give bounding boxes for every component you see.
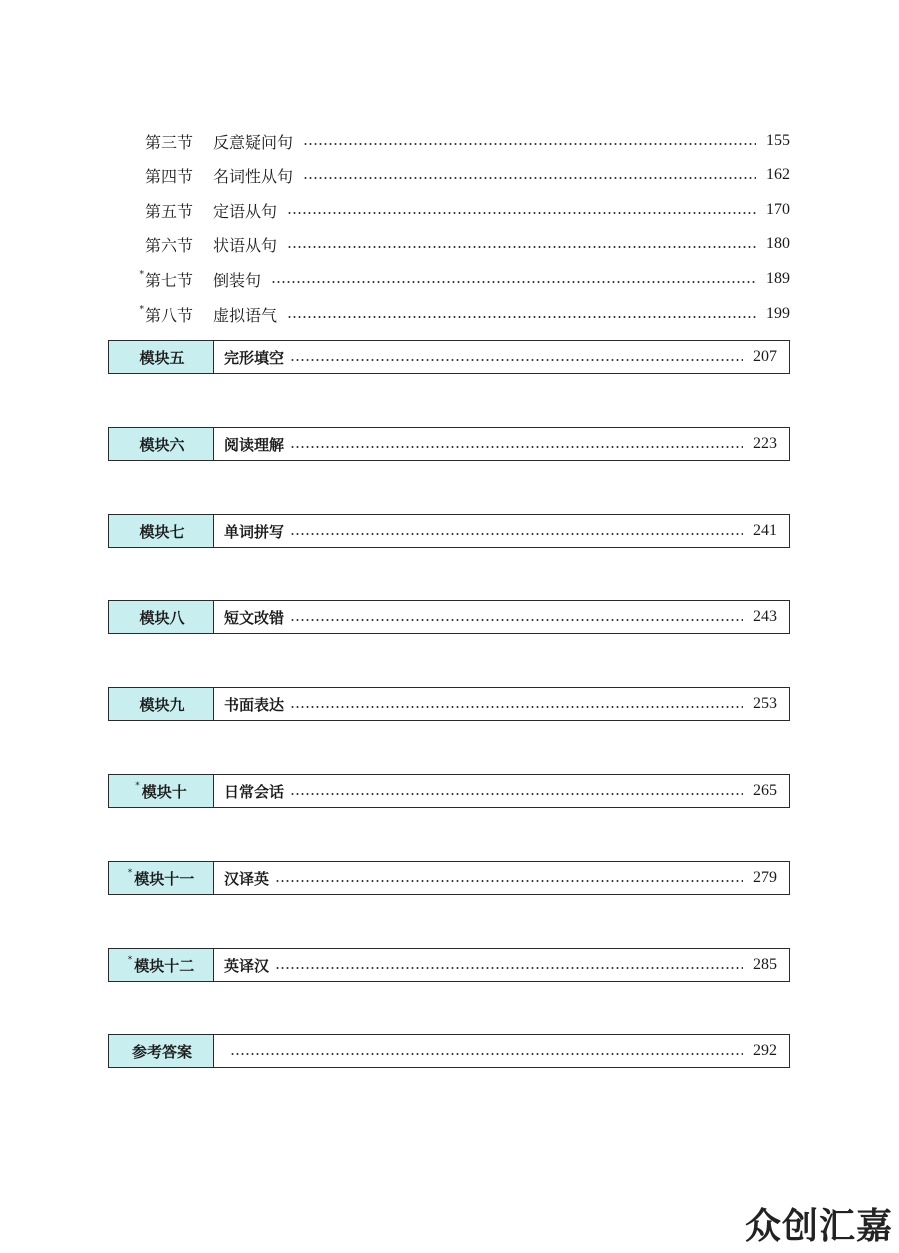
module-title: 书面表达 — [224, 695, 285, 714]
leader-dots — [303, 177, 756, 179]
module-entry — [214, 949, 789, 981]
module-label-cell — [109, 688, 214, 720]
leader-dots — [271, 281, 756, 283]
leader-dots — [303, 143, 756, 145]
module-label-cell — [109, 601, 214, 633]
section-number: 第八节 — [145, 305, 194, 325]
leader-dots — [290, 793, 743, 795]
leader-dots — [287, 316, 756, 318]
module-title: 短文改错 — [224, 608, 285, 627]
module-title: 日常会话 — [224, 782, 285, 801]
toc-section-row[interactable] — [130, 163, 790, 187]
module-label-cell — [109, 775, 214, 807]
module-title: 单词拼写 — [224, 522, 285, 541]
section-title: 虚拟语气 — [213, 305, 278, 325]
module-entry — [214, 688, 789, 720]
leader-dots — [290, 446, 743, 448]
optional-star-icon: * — [127, 868, 133, 878]
leader-dots — [290, 706, 743, 708]
section-number: 第五节 — [145, 201, 194, 221]
toc-module-box[interactable] — [108, 1034, 790, 1068]
section-number: 第四节 — [145, 166, 194, 186]
page-number: 253 — [753, 695, 777, 712]
leader-dots — [287, 212, 756, 214]
leader-dots — [275, 880, 743, 882]
module-entry — [214, 341, 789, 373]
leader-dots — [290, 359, 743, 361]
module-label: 模块十 — [141, 782, 187, 801]
module-label: 模块六 — [139, 435, 185, 454]
module-entry — [214, 601, 789, 633]
toc-section-row[interactable] — [130, 232, 790, 256]
toc-section-row[interactable] — [130, 198, 790, 222]
module-label-cell — [109, 428, 214, 460]
section-title: 状语从句 — [213, 235, 278, 255]
leader-dots — [230, 1053, 743, 1055]
watermark-logo: 众创汇嘉 — [744, 1206, 893, 1247]
toc-section-row[interactable] — [130, 267, 790, 291]
leader-dots — [275, 967, 743, 969]
page-number: 292 — [753, 1042, 777, 1059]
section-number: 第三节 — [145, 132, 194, 152]
module-label: 模块九 — [139, 695, 185, 714]
module-entry — [214, 515, 789, 547]
page-number: 243 — [753, 608, 777, 625]
page-number: 207 — [753, 348, 777, 365]
page-number: 285 — [753, 956, 777, 973]
module-title: 汉译英 — [224, 869, 270, 888]
page-number: 189 — [766, 270, 790, 287]
module-title: 英译汉 — [224, 956, 270, 975]
module-entry — [214, 428, 789, 460]
page-number: 170 — [766, 201, 790, 218]
toc-module-box[interactable] — [108, 774, 790, 808]
module-label: 模块五 — [139, 348, 185, 367]
page-number: 180 — [766, 235, 790, 252]
module-label-cell — [109, 1035, 214, 1067]
module-label: 模块十一 — [134, 869, 195, 888]
toc-section-row[interactable] — [130, 129, 790, 153]
toc-module-box[interactable] — [108, 340, 790, 374]
toc-module-box[interactable] — [108, 687, 790, 721]
leader-dots — [290, 619, 743, 621]
optional-star-icon: * — [139, 270, 144, 280]
page-number: 279 — [753, 869, 777, 886]
section-title: 名词性从句 — [213, 166, 294, 186]
toc-section-row[interactable] — [130, 302, 790, 326]
module-label: 模块十二 — [134, 956, 195, 975]
module-label-cell — [109, 862, 214, 894]
module-label: 模块八 — [139, 608, 185, 627]
section-title: 倒装句 — [213, 270, 262, 290]
module-label-cell — [109, 341, 214, 373]
module-label-cell — [109, 949, 214, 981]
page-number: 155 — [766, 132, 790, 149]
section-title: 反意疑问句 — [213, 132, 294, 152]
section-number: 第六节 — [145, 235, 194, 255]
optional-star-icon: * — [139, 305, 144, 315]
toc-module-box[interactable] — [108, 861, 790, 895]
optional-star-icon: * — [127, 955, 133, 965]
toc-module-box[interactable] — [108, 514, 790, 548]
toc-module-box[interactable] — [108, 948, 790, 982]
page-number: 199 — [766, 305, 790, 322]
toc-module-box[interactable] — [108, 427, 790, 461]
page-number: 241 — [753, 522, 777, 539]
page-number: 265 — [753, 782, 777, 799]
module-label: 模块七 — [139, 522, 185, 541]
optional-star-icon: * — [135, 781, 140, 791]
toc-module-box[interactable] — [108, 600, 790, 634]
module-label-cell — [109, 515, 214, 547]
module-entry — [214, 1035, 789, 1067]
module-entry — [214, 862, 789, 894]
module-entry — [214, 775, 789, 807]
module-label: 参考答案 — [131, 1042, 192, 1061]
section-title: 定语从句 — [213, 201, 278, 221]
module-title: 阅读理解 — [224, 435, 285, 454]
page-number: 223 — [753, 435, 777, 452]
page-number: 162 — [766, 166, 790, 183]
leader-dots — [290, 533, 743, 535]
leader-dots — [287, 246, 756, 248]
module-title: 完形填空 — [224, 348, 285, 367]
section-number: 第七节 — [145, 270, 194, 290]
